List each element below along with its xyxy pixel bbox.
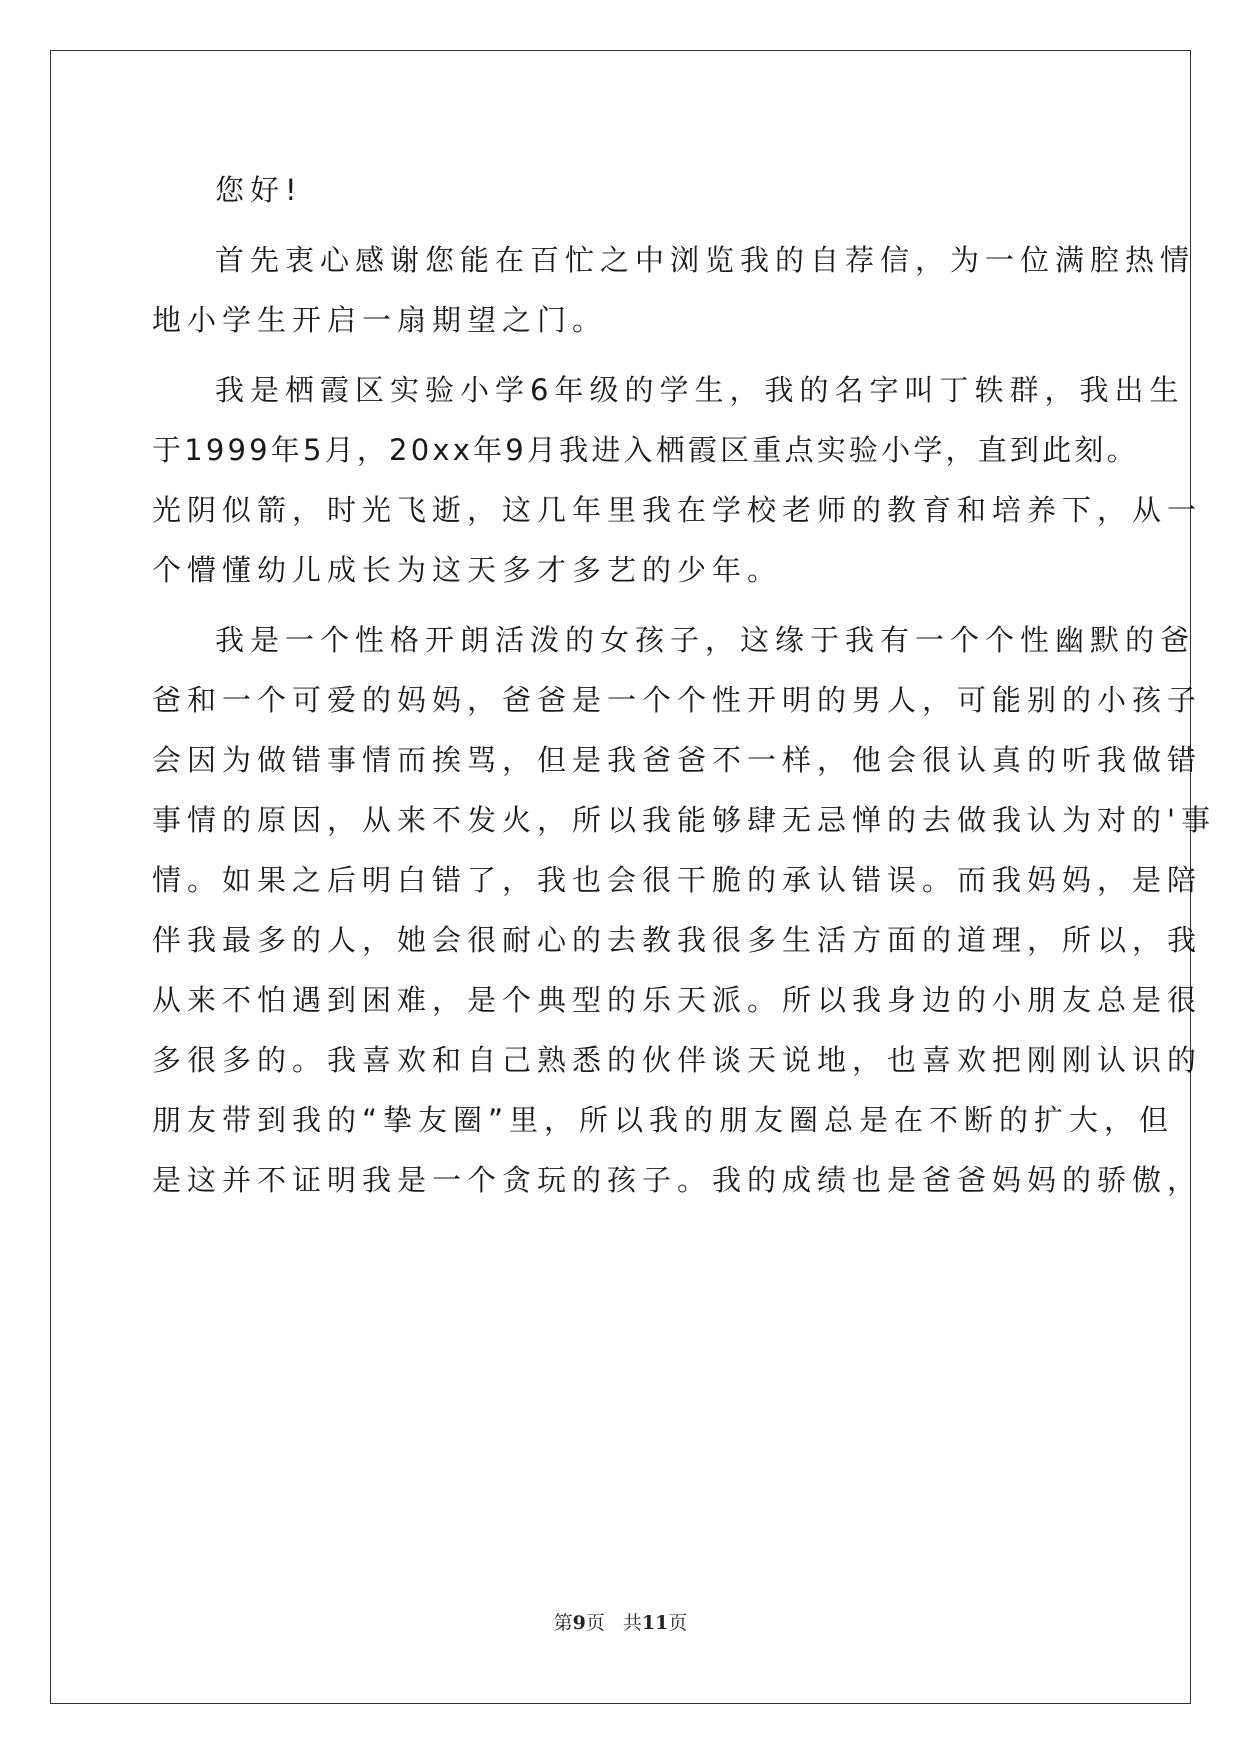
- paragraph-line: 个懵懂幼儿成长为这天多才多艺的少年。: [152, 553, 783, 587]
- paragraph-line: 从来不怕遇到困难，是个典型的乐天派。所以我身边的小朋友总是很: [152, 983, 1203, 1017]
- greeting-line: 您好!: [215, 173, 303, 207]
- paragraph-line: 爸和一个可爱的妈妈，爸爸是一个个性开明的男人，可能别的小孩子: [152, 683, 1203, 717]
- paragraph-line: 会因为做错事情而挨骂，但是我爸爸不一样，他会很认真的听我做错: [152, 743, 1203, 777]
- paragraph-line: 光阴似箭，时光飞逝，这几年里我在学校老师的教育和培养下，从一: [152, 493, 1203, 527]
- paragraph-line: 我是一个性格开朗活泼的女孩子，这缘于我有一个个性幽默的爸: [215, 623, 1196, 657]
- paragraph-line: 朋友带到我的“挚友圈”里，所以我的朋友圈总是在不断的扩大，但: [152, 1103, 1175, 1137]
- paragraph-line: 是这并不证明我是一个贪玩的孩子。我的成绩也是爸爸妈妈的骄傲，: [152, 1163, 1203, 1197]
- paragraph-line: 事情的原因，从来不发火，所以我能够肆无忌惮的去做我认为对的'事: [152, 803, 1216, 837]
- letter-body: [152, 160, 1216, 1210]
- total-prefix: 共: [622, 1612, 642, 1634]
- page-prefix: 第: [553, 1612, 573, 1634]
- paragraph-line: 首先衷心感谢您能在百忙之中浏览我的自荐信，为一位满腔热情: [215, 243, 1196, 277]
- total-suffix: 页: [668, 1612, 688, 1634]
- paragraph-line: 地小学生开启一扇期望之门。: [152, 303, 608, 337]
- page-footer: [0, 1608, 1241, 1635]
- page-number: 9: [572, 1612, 586, 1634]
- paragraph-line: 多很多的。我喜欢和自己熟悉的伙伴谈天说地，也喜欢把刚刚认识的: [152, 1043, 1203, 1077]
- total-pages: 11: [641, 1612, 669, 1634]
- paragraph-line: 于1999年5月，20xx年9月我进入栖霞区重点实验小学，直到此刻。: [152, 433, 1139, 467]
- paragraph-line: 伴我最多的人，她会很耐心的去教我很多生活方面的道理，所以，我: [152, 923, 1203, 957]
- paragraph-line: 我是栖霞区实验小学6年级的学生，我的名字叫丁轶群，我出生: [215, 373, 1185, 407]
- page-suffix: 页: [585, 1612, 605, 1634]
- paragraph-line: 情。如果之后明白错了，我也会很干脆的承认错误。而我妈妈，是陪: [152, 863, 1203, 897]
